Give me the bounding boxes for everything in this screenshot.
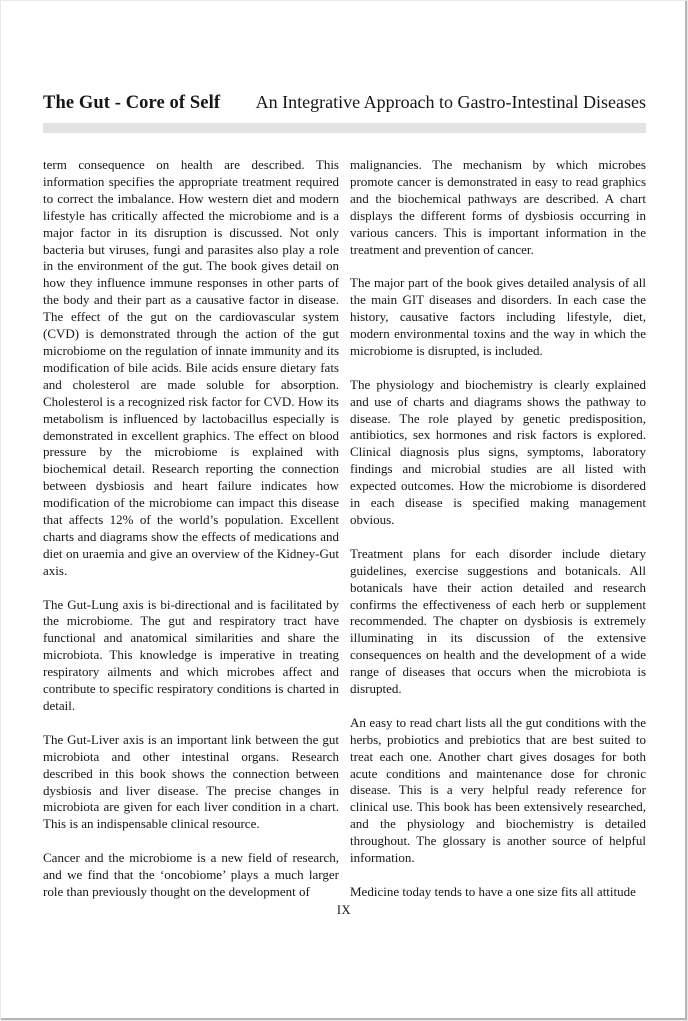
- body-paragraph: The major part of the book gives detailed analysis of all the main GIT diseases and disorders. In each case the history, causative factors including lifestyle, diet, modern environmental toxins and the way in which the microbiome is disrupted, is included.: [350, 275, 646, 358]
- running-header: [43, 92, 646, 114]
- body-paragraph: The Gut-Lung axis is bi-directional and is facilitated by the microbiome. The gut and respiratory tract have functional and anatomical similarities and share the microbiota. This knowledge is imperative in treating respiratory ailments and which microbes affect and contribute to specific respiratory conditions is charted in detail.: [43, 596, 339, 713]
- book-subtitle: An Integrative Approach to Gastro-Intestinal Diseases: [255, 92, 646, 112]
- header-rule-bar: [43, 123, 646, 133]
- text-columns: [43, 157, 646, 901]
- right-column: [350, 157, 646, 901]
- body-paragraph: Medicine today tends to have a one size fits all attitude: [350, 883, 636, 899]
- page-number: IX: [336, 903, 352, 917]
- book-title: The Gut - Core of Self: [43, 93, 221, 113]
- body-paragraph: malignancies. The mechanism by which microbes promote cancer is demonstrated in easy to read graphics and the biochemical pathways are described. A chart displays the different forms of dysbiosis occurring in various cancers. This is important information in the treatment and prevention of cancer.: [350, 157, 646, 257]
- body-paragraph: Treatment plans for each disorder include dietary guidelines, exercise suggestions and botanicals. All botanicals have their action detailed and research confirms the effectiveness of each herb or supplement recommended. The chapter on dysbiosis is extremely illuminating in its discussion of the extensive consequences on health and the development of a wide range of diseases that occurs when the microbiota is disrupted.: [350, 545, 646, 697]
- body-paragraph: An easy to read chart lists all the gut conditions with the herbs, probiotics and prebiotics that are best suited to treat each one. Another chart gives dosages for both acute conditions and maintenance dose for chronic disease. This is a very helpful ready reference for clinical use. This book has been extensively researched, and the physiology and biochemistry is detailed throughout. The glossary is another source of helpful information.: [350, 714, 646, 866]
- body-paragraph: The physiology and biochemistry is clearly explained and use of charts and diagrams shows the pathway to disease. The role played by genetic predisposition, antibiotics, sex hormones and risk factors is explored. Clinical diagnosis plus signs, symptoms, laboratory findings and microbial studies are all listed with expected outcomes. How the microbiome is disordered in each disease is specified making management obvious.: [350, 376, 646, 527]
- body-paragraph: term consequence on health are described. This information specifies the appropriate treatment required to correct the imbalance. How western diet and modern lifestyle has critically affected the microbiome and is a major factor in its disruption is discussed. Not only bacteria but viruses, fungi and parasites also play a role in the environment of the gut. The book gives detail on how they influence immune responses in other parts of the body and their part as a causative factor in disease. The effect of the gut on the cardiovascular system (CVD) is demonstrated through the action of the gut microbiome on the regulation of innate immunity and its modification of bile acids. Bile acids ensure dietary fats and cholesterol are made soluble for absorption. Cholesterol is a recognized risk factor for CVD. How its metabolism is influenced by lactobacillus especially is demonstrated in excellent graphics. The effect on blood pressure by the microbiome is explained with biochemical detail. Research reporting the connection between dysbiosis and heart failure indicates how modification of the microbiome can impact this disease that affects 12% of the world’s population. Excellent charts and diagrams show the effects of medications and diet on uraemia and give an overview of the Kidney-Gut axis.: [43, 157, 339, 578]
- left-column: [43, 157, 339, 901]
- body-paragraph: Cancer and the microbiome is a new field of research, and we find that the ‘oncobiome’ plays a much larger role than previously thought on the development of: [43, 850, 339, 899]
- body-paragraph: The Gut-Liver axis is an important link between the gut microbiota and other intestinal organs. Research described in this book shows the connection between dysbiosis and liver disease. The precise changes in microbiota are given for each liver condition in a chart. This is an indispensable clinical resource.: [43, 731, 339, 832]
